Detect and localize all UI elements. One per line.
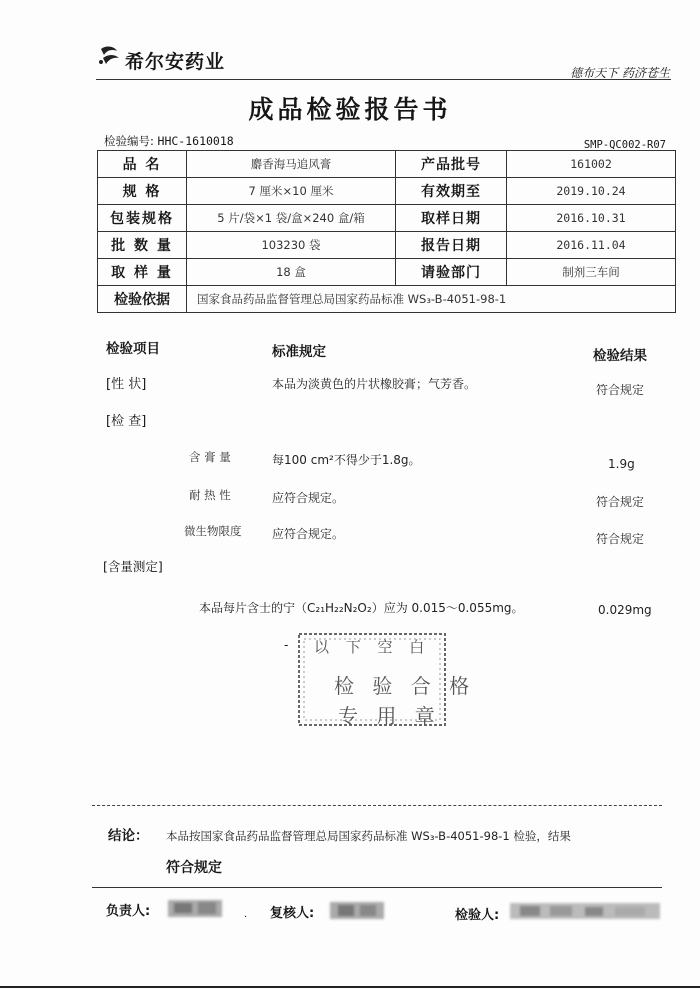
assay-result: 0.029mg (598, 603, 652, 617)
inspection-item-result: 1.9g (608, 457, 635, 471)
batch-no-value: 161002 (507, 151, 676, 178)
sampling-date-label: 取样日期 (396, 205, 507, 232)
responsible-signature-icon (168, 897, 222, 921)
column-result-heading: 检验结果 (593, 348, 647, 364)
batch-quantity-value: 103230 袋 (187, 232, 396, 259)
inspector-label: 检验人: (455, 908, 500, 923)
sampling-date-value: 2016.10.31 (507, 205, 676, 232)
table-row (98, 232, 676, 259)
company-slogan: 德布天下 药济苍生 (570, 66, 670, 80)
bottom-edge-line (0, 986, 700, 988)
table-row (98, 286, 676, 313)
conclusion-text: 本品按国家食品药品监督管理总局国家药品标准 WS₃-B-4051-98-1 检验，结果 (166, 829, 571, 843)
assay-standard: 本品每片含士的宁（C₂₁H₂₂N₂O₂）应为 0.015～0.055mg。 (199, 601, 524, 615)
spec-value: 7 厘米×10 厘米 (187, 178, 396, 205)
company-logo-icon (97, 44, 123, 68)
sample-quantity-value: 18 盒 (187, 259, 396, 286)
inspection-item-result: 符合规定 (596, 495, 645, 509)
conclusion-divider (92, 805, 662, 806)
inspection-item-standard: 每100 cm²不得少于1.8g。 (272, 453, 421, 467)
stamp-line-3: 专 用 章 (338, 704, 441, 728)
report-date-label: 报告日期 (396, 232, 507, 259)
inspector-signature-icon (510, 899, 660, 923)
inspection-item-name: 微生物限度 (184, 524, 242, 538)
appearance-standard: 本品为淡黄色的片状橡胶膏；气芳香。 (272, 377, 477, 391)
expiry-value: 2019.10.24 (507, 178, 676, 205)
product-name-label: 品 名 (98, 151, 187, 178)
requesting-dept-label: 请验部门 (396, 259, 507, 286)
conclusion-label: 结论： (108, 828, 149, 844)
header-divider (96, 79, 671, 80)
inspection-item-standard: 应符合规定。 (272, 491, 345, 505)
inspection-item-result: 符合规定 (596, 532, 645, 546)
basis-value: 国家食品药品监督管理总局国家药品标准 WS₃-B-4051-98-1 (187, 286, 676, 313)
stamp-line-2: 检 验 合 格 (334, 674, 476, 698)
stamp-line-1: 以 下 空 白 (314, 638, 431, 656)
inspection-item-name: 耐 热 性 (189, 488, 231, 502)
reviewer-signature-icon (330, 899, 384, 923)
report-date-value: 2016.11.04 (507, 232, 676, 259)
report-number-label: 检验编号: (104, 134, 154, 148)
reviewer-label: 复核人: (270, 906, 315, 921)
product-info-table (97, 150, 676, 313)
signature-divider (92, 887, 662, 888)
product-name-value: 麝香海马追风膏 (187, 151, 396, 178)
column-standard-heading: 标准规定 (272, 344, 326, 360)
spec-label: 规 格 (98, 178, 187, 205)
batch-quantity-label: 批 数 量 (98, 232, 187, 259)
table-row (98, 259, 676, 286)
batch-no-label: 产品批号 (396, 151, 507, 178)
assay-label: [含量测定] (103, 559, 163, 574)
form-code: SMP-QC002-R07 (583, 139, 666, 151)
inspection-item-name: 含 膏 量 (189, 450, 231, 464)
company-name: 希尔安药业 (125, 51, 226, 73)
report-number-value: HHC-1610018 (157, 134, 234, 148)
inspection-item-standard: 应符合规定。 (272, 527, 345, 541)
responsible-label: 负责人: (106, 904, 151, 919)
table-row (98, 178, 676, 205)
expiry-label: 有效期至 (396, 178, 507, 205)
report-number (104, 133, 234, 149)
packaging-value: 5 片/袋×1 袋/盒×240 盒/箱 (187, 205, 396, 232)
inspection-label: [检 查] (106, 414, 147, 429)
appearance-label: [性 状] (106, 377, 147, 392)
sample-quantity-label: 取 样 量 (98, 259, 187, 286)
packaging-label: 包装规格 (98, 205, 187, 232)
table-row (98, 151, 676, 178)
page-title: 成品检验报告书 (248, 95, 452, 124)
signature-mark: · (244, 912, 248, 923)
conclusion-verdict: 符合规定 (166, 860, 222, 876)
table-row (98, 205, 676, 232)
appearance-result: 符合规定 (596, 383, 645, 397)
requesting-dept-value: 制剂三车间 (507, 259, 676, 286)
stamp-dash-left: - (284, 638, 289, 652)
basis-label: 检验依据 (98, 286, 187, 313)
column-item-heading: 检验项目 (106, 341, 160, 357)
